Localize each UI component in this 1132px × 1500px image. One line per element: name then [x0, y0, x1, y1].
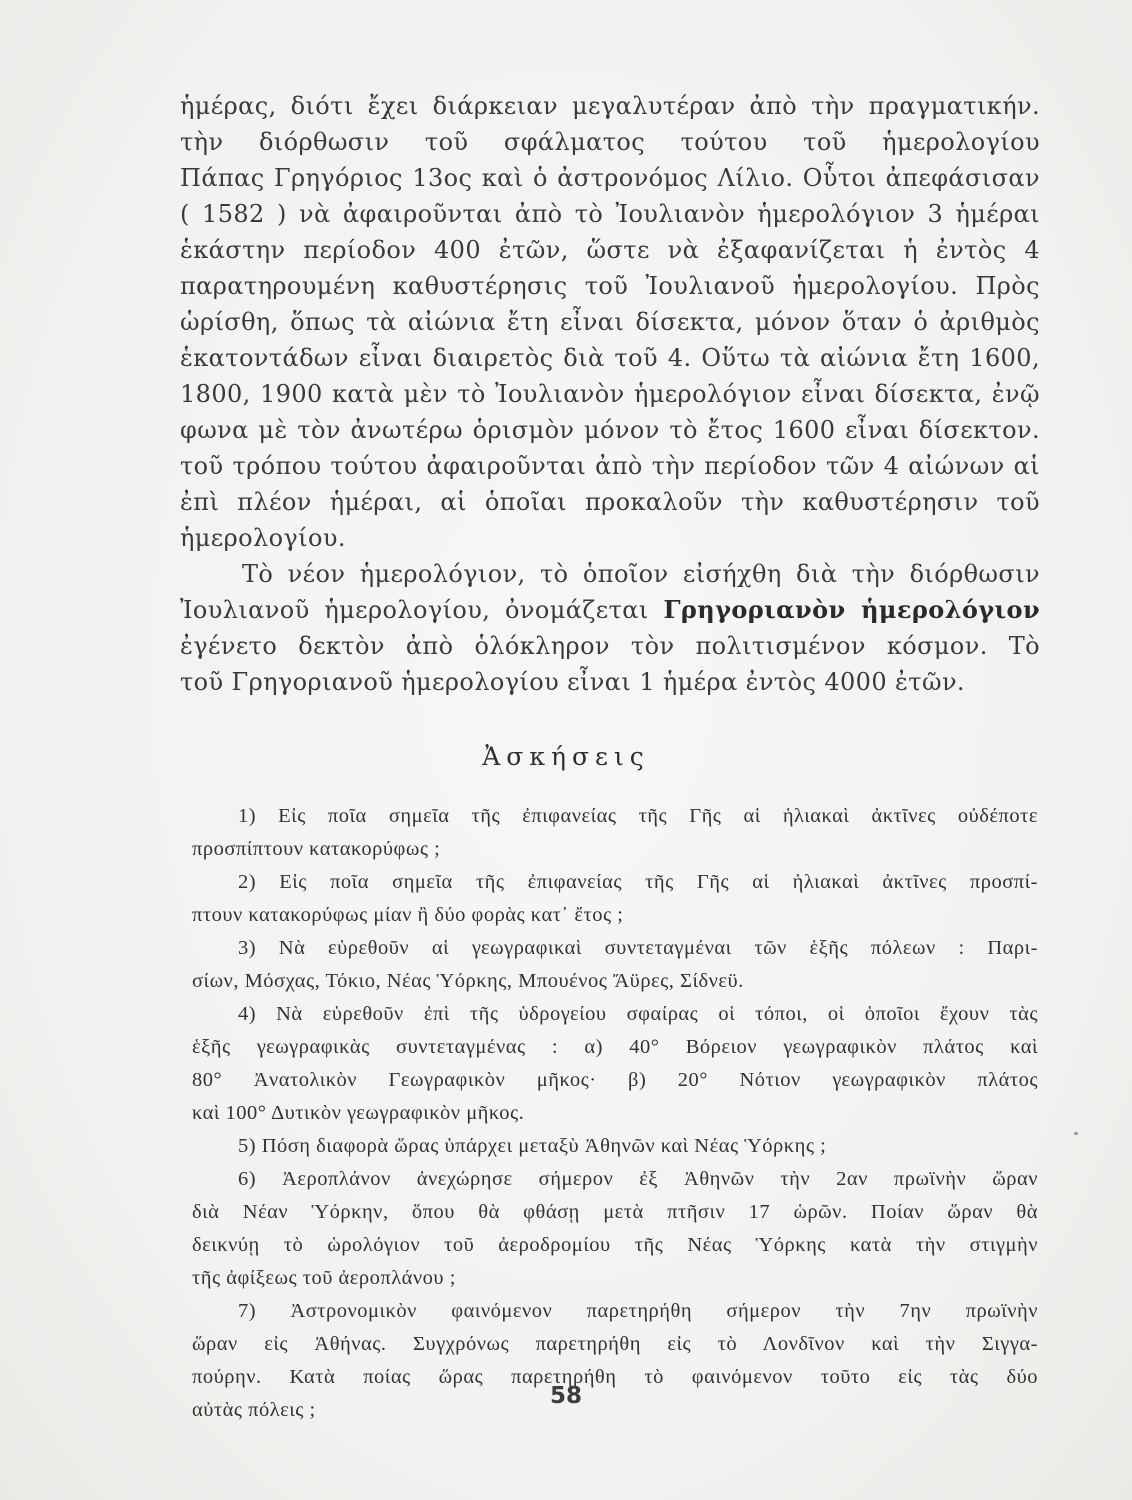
exercise-line: σίων, Μόσχας, Τόκιο, Νέας Ὑόρκης, Μπουένος Ἄϋρες, Σίδνεϋ.	[192, 970, 744, 992]
gregorian-term: Γρηγοριανὸν ἡμερολόγιον	[663, 595, 1040, 624]
exercise-item	[192, 866, 1038, 932]
exercises-list	[192, 800, 1038, 1427]
text-line: ἡμερολογίου.	[180, 524, 346, 552]
text-line: ὡρίσθη, ὅπως τὰ αἰώνια ἔτη εἶναι δίσεκτα, μόνον ὅταν ὁ ἀριθμὸς	[180, 308, 1040, 336]
exercise-item	[192, 932, 1038, 998]
text-line	[180, 592, 1040, 628]
text-line: παρατηρουμένη καθυστέρησις τοῦ Ἰουλιανοῦ ἡμερολογίου. Πρὸς	[180, 272, 1040, 300]
text-fragment: Ἰουλιανοῦ ἡμερολογίου, ὀνομάζεται	[180, 596, 664, 624]
exercise-line: προσπίπτουν κατακορύφως ;	[192, 838, 441, 860]
exercise-line: πτουν κατακορύφως μίαν ἢ δύο φορὰς κατ᾽ ἔτος ;	[192, 904, 624, 926]
exercise-item	[192, 800, 1038, 866]
text-line: φωνα μὲ τὸν ἀνωτέρω ὁρισμὸν μόνον τὸ ἔτος 1600 εἶναι δίσεκτον.	[180, 416, 1040, 444]
exercise-line: 6) Ἀεροπλάνον ἀνεχώρησε σήμερον ἐξ Ἀθηνῶν τὴν 2αν πρωϊνὴν ὥραν	[238, 1168, 1038, 1190]
print-speck	[1074, 1132, 1078, 1135]
page-number: 58	[549, 1383, 582, 1409]
paragraph-gregorian-calendar	[180, 556, 1040, 700]
text-line: Τὸ νέον ἡμερολόγιον, τὸ ὁποῖον εἰσήχθη διὰ τὴν διόρθωσιν	[242, 560, 1040, 588]
exercise-line: 2) Εἰς ποῖα σημεῖα τῆς ἐπιφανείας τῆς Γῆς αἱ ἡλιακαὶ ἀκτῖνες προσπί-	[238, 871, 1038, 893]
text-line: ἑκάστην περίοδον 400 ἐτῶν, ὥστε νὰ ἐξαφανίζεται ἡ ἐντὸς 4	[180, 236, 1040, 264]
text-line: ἐγένετο δεκτὸν ἀπὸ ὁλόκληρον τὸν πολιτισμένον κόσμον. Τὸ	[180, 632, 1040, 660]
exercise-line: 1) Εἰς ποῖα σημεῖα τῆς ἐπιφανείας τῆς Γῆς αἱ ἡλιακαὶ ἀκτῖνες οὐδέποτε	[238, 805, 1038, 827]
exercise-line: 5) Πόση διαφορὰ ὥρας ὑπάρχει μεταξὺ Ἀθηνῶν καὶ Νέας Ὑόρκης ;	[238, 1135, 827, 1157]
exercise-line: πούρην. Κατὰ ποίας ὥρας παρετηρήθη τὸ φαινόμενον τοῦτο εἰς τὰς δύο	[192, 1366, 1038, 1388]
text-line: ( 1582 ) νὰ ἀφαιροῦνται ἀπὸ τὸ Ἰουλιανὸν ἡμερολόγιον 3 ἡμέραι	[180, 200, 1040, 228]
exercise-line: ὥραν εἰς Ἀθήνας. Συγχρόνως παρετηρήθη εἰς τὸ Λονδῖνον καὶ τὴν Σιγγα-	[192, 1333, 1038, 1355]
main-text	[180, 88, 1040, 700]
text-line: τοῦ Γρηγοριανοῦ ἡμερολογίου εἶναι 1 ἡμέρα ἐντὸς 4000 ἐτῶν.	[180, 668, 965, 696]
exercise-item	[192, 998, 1038, 1130]
text-line: ἑκατοντάδων εἶναι διαιρετὸς διὰ τοῦ 4. Οὕτω τὰ αἰώνια ἔτη 1600,	[180, 344, 1040, 372]
exercise-line: 3) Νὰ εὑρεθοῦν αἱ γεωγραφικαὶ συντεταγμέναι τῶν ἑξῆς πόλεων : Παρι-	[238, 937, 1038, 959]
exercises-heading: Ἀσκήσεις	[482, 742, 650, 771]
paragraph-calendar-correction	[180, 88, 1040, 556]
exercise-line: 7) Ἀστρονομικὸν φαινόμενον παρετηρήθη σήμερον τὴν 7ην πρωϊνὴν	[238, 1300, 1038, 1322]
text-line: ἡμέρας, διότι ἔχει διάρκειαν μεγαλυτέραν ἀπὸ τὴν πραγματικήν.	[180, 92, 1040, 120]
text-line: Πάπας Γρηγόριος 13ος καὶ ὁ ἀστρονόμος Λίλιο. Οὗτοι ἀπεφάσισαν	[180, 164, 1040, 192]
exercise-line: δεικνύῃ τὸ ὡρολόγιον τοῦ ἀεροδρομίου τῆς Νέας Ὑόρκης κατὰ τὴν στιγμὴν	[192, 1234, 1038, 1256]
text-line: τὴν διόρθωσιν τοῦ σφάλματος τούτου τοῦ ἡμερολογίου	[180, 128, 1040, 156]
exercise-item	[192, 1163, 1038, 1295]
text-line: ἐπὶ πλέον ἡμέραι, αἱ ὁποῖαι προκαλοῦν τὴν καθυστέρησιν τοῦ	[180, 488, 1040, 516]
exercise-item	[192, 1130, 1038, 1163]
exercise-line: 4) Νὰ εὑρεθοῦν ἐπὶ τῆς ὑδρογείου σφαίρας οἱ τόποι, οἱ ὁποῖοι ἔχουν τὰς	[238, 1003, 1038, 1025]
text-line: τοῦ τρόπου τούτου ἀφαιροῦνται ἀπὸ τὴν περίοδον τῶν 4 αἰώνων αἱ	[180, 452, 1040, 480]
exercise-line: αὐτὰς πόλεις ;	[192, 1399, 316, 1421]
exercise-line: διὰ Νέαν Ὑόρκην, ὅπου θὰ φθάσῃ μετὰ πτῆσιν 17 ὡρῶν. Ποίαν ὥραν θὰ	[192, 1201, 1038, 1223]
exercise-line: καὶ 100° Δυτικὸν γεωγραφικὸν μῆκος.	[192, 1102, 525, 1124]
exercise-line: τῆς ἀφίξεως τοῦ ἀεροπλάνου ;	[192, 1267, 456, 1289]
text-line: 1800, 1900 κατὰ μὲν τὸ Ἰουλιανὸν ἡμερολόγιον εἶναι δίσεκτα, ἐνῷ	[180, 380, 1040, 408]
exercise-line: ἑξῆς γεωγραφικὰς συντεταγμένας : α) 40° Βόρειον γεωγραφικὸν πλάτος καὶ	[192, 1036, 1038, 1058]
exercise-line: 80° Ἀνατολικὸν Γεωγραφικὸν μῆκος· β) 20° Νότιον γεωγραφικὸν πλάτος	[192, 1069, 1038, 1091]
